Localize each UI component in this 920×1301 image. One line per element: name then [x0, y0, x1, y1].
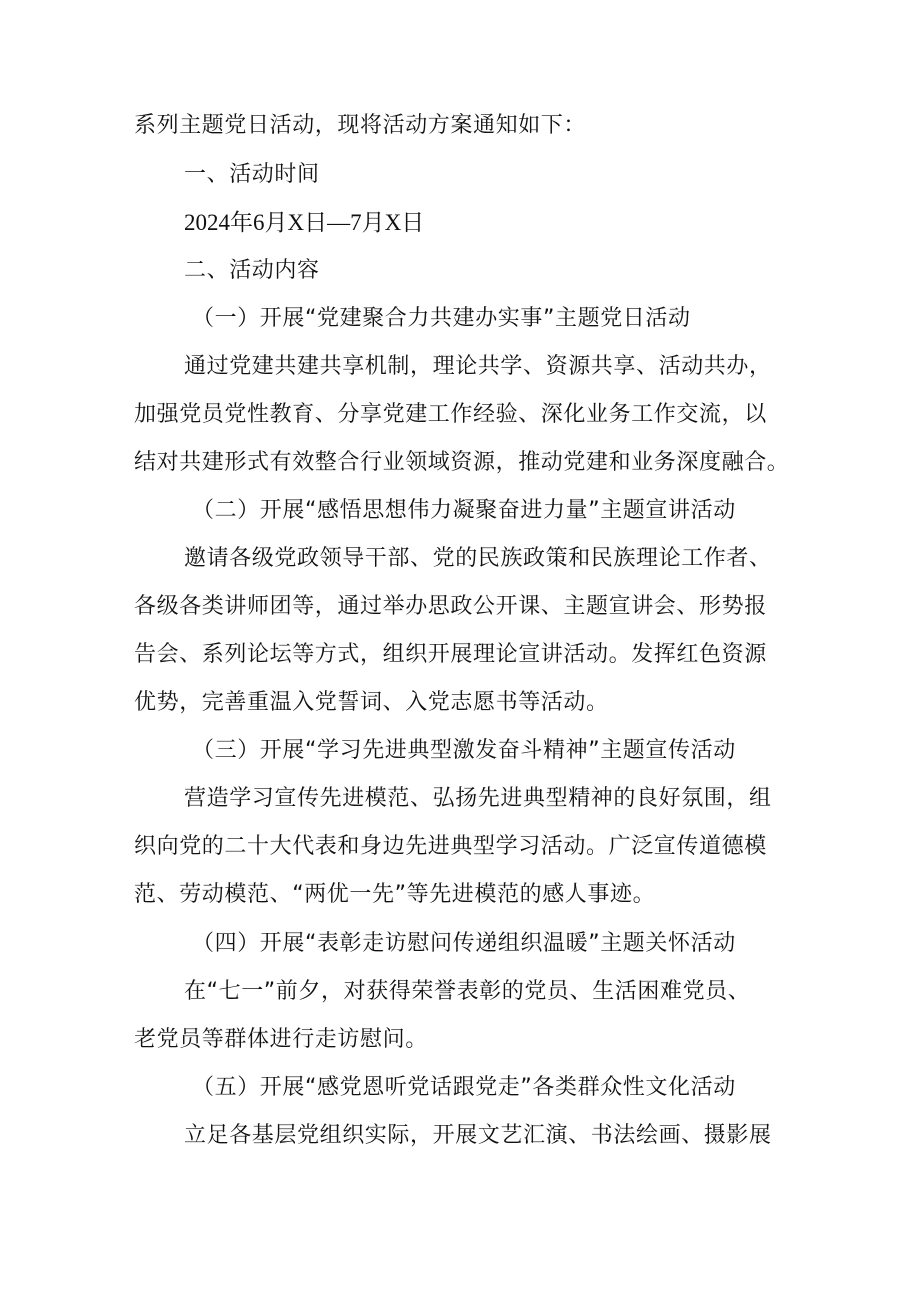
paragraph-line: 各级各类讲师团等，通过举办思政公开课、主题宣讲会、形势报	[134, 594, 767, 619]
paragraph-line: 范、劳动模范、“两优一先”等先进模范的感人事迹。	[134, 882, 656, 907]
paragraph-line: 邀请各级党政领导干部、党的民族政策和民族理论工作者、	[184, 546, 772, 571]
subheading-2: （二）开展“感悟思想伟力凝聚奋进力量”主题宣讲活动	[192, 498, 736, 523]
paragraph-line: 织向党的二十大代表和身边先进典型学习活动。广泛宣传道德模	[134, 834, 767, 859]
section-heading-time: 一、活动时间	[184, 162, 320, 187]
paragraph-line: 加强党员党性教育、分享党建工作经验、深化业务工作交流，以	[134, 402, 767, 427]
subheading-3: （三）开展“学习先进典型激发奋斗精神”主题宣传活动	[192, 738, 736, 763]
paragraph-line: 在“七一”前夕，对获得荣誉表彰的党员、生活困难党员、	[184, 979, 751, 1004]
paragraph-line: 告会、系列论坛等方式，组织开展理论宣讲活动。发挥红色资源	[134, 642, 767, 667]
subheading-4: （四）开展“表彰走访慰问传递组织温暖”主题关怀活动	[192, 931, 736, 956]
paragraph-line: 立足各基层党组织实际，开展文艺汇演、书法绘画、摄影展	[184, 1123, 772, 1148]
activity-date: 2024年6月X日—7月X日	[184, 210, 425, 235]
paragraph-line: 结对共建形式有效整合行业领域资源，推动党建和业务深度融合。	[134, 450, 790, 475]
intro-line: 系列主题党日活动，现将活动方案通知如下：	[134, 113, 587, 138]
subheading-1: （一）开展“党建聚合力共建办实事”主题党日活动	[192, 306, 691, 331]
section-heading-content: 二、活动内容	[184, 258, 320, 283]
paragraph-line: 优势，完善重温入党誓词、入党志愿书等活动。	[134, 690, 609, 715]
paragraph-line: 通过党建共建共享机制，理论共学、资源共享、活动共办，	[184, 354, 772, 379]
paragraph-line: 营造学习宣传先进模范、弘扬先进典型精神的良好氛围，组	[184, 786, 772, 811]
paragraph-line: 老党员等群体进行走访慰问。	[134, 1027, 428, 1052]
subheading-5: （五）开展“感党恩听党话跟党走”各类群众性文化活动	[192, 1075, 736, 1100]
